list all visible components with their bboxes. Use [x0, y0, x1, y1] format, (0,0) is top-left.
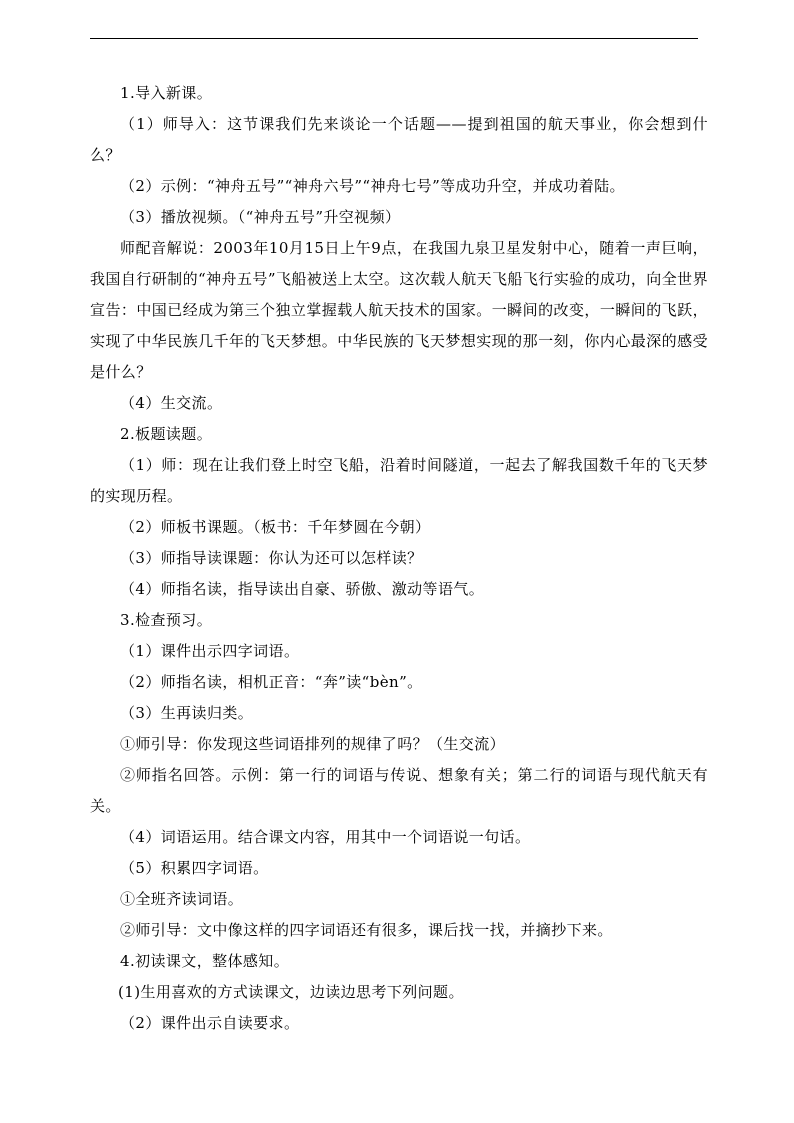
paragraph: 1.导入新课。: [120, 84, 213, 102]
paragraph: （4）师指名读，指导读出自豪、骄傲、激动等语气。: [120, 580, 485, 598]
paragraph: （2）师指名读，相机正音：“奔”读“bèn”。: [120, 673, 423, 691]
paragraph: 3.检查预习。: [120, 611, 213, 629]
document-body: [90, 78, 708, 1039]
paragraph: （5）积累四字词语。: [120, 859, 269, 877]
paragraph: （2）示例：“神舟五号”“神舟六号”“神舟七号”等成功升空，并成功着陆。: [120, 177, 625, 195]
paragraph: （3）师指导读课题：你认为还可以怎样读？: [120, 549, 423, 567]
paragraph: （4）生交流。: [120, 394, 223, 412]
paragraph: ②师引导：文中像这样的四字词语还有很多，课后找一找，并摘抄下来。: [120, 921, 613, 939]
paragraph: ①全班齐读词语。: [120, 890, 244, 908]
paragraph: （4）词语运用。结合课文内容，用其中一个词语说一句话。: [120, 828, 531, 846]
paragraph: 4.初读课文，整体感知。: [120, 952, 290, 970]
paragraph: 2.板题读题。: [120, 425, 213, 443]
paragraph: ②师指名回答。示例：第一行的词语与传说、想象有关；第二行的词语与现代航天有关。: [90, 766, 708, 815]
paragraph: （3）生再读归类。: [120, 704, 254, 722]
header-rule: [90, 38, 698, 39]
paragraph: （3）播放视频。（“神舟五号”升空视频）: [120, 208, 401, 226]
paragraph: ①师引导：你发现这些词语排列的规律了吗？（生交流）: [120, 735, 506, 753]
paragraph: （1）师导入：这节课我们先来谈论一个话题——提到祖国的航天事业，你会想到什么？: [90, 115, 708, 164]
paragraph: （2）师板书课题。（板书：千年梦圆在今朝）: [120, 518, 431, 536]
paragraph: （1）课件出示四字词语。: [120, 642, 300, 660]
paragraph: （1）师：现在让我们登上时空飞船，沿着时间隧道，一起去了解我国数千年的飞天梦的实现历程。: [90, 456, 708, 505]
paragraph: 师配音解说：2003年10月15日上午9点，在我国九泉卫星发射中心，随着一声巨响，我国自行研制的“神舟五号”飞船被送上太空。这次载人航天飞船飞行实验的成功，向全世界宣告：中国已经成为第三个独立掌握载人航天技术的国家。一瞬间的改变，一瞬间的飞跃，实现了中华民族几千年的飞天梦想。中华民族的飞天梦想实现的那一刻，你内心最深的感受是什么？: [90, 239, 708, 381]
paragraph: （2）课件出示自读要求。: [120, 1014, 300, 1032]
paragraph: (1)生用喜欢的方式读课文，边读边思考下列问题。: [118, 983, 464, 1001]
